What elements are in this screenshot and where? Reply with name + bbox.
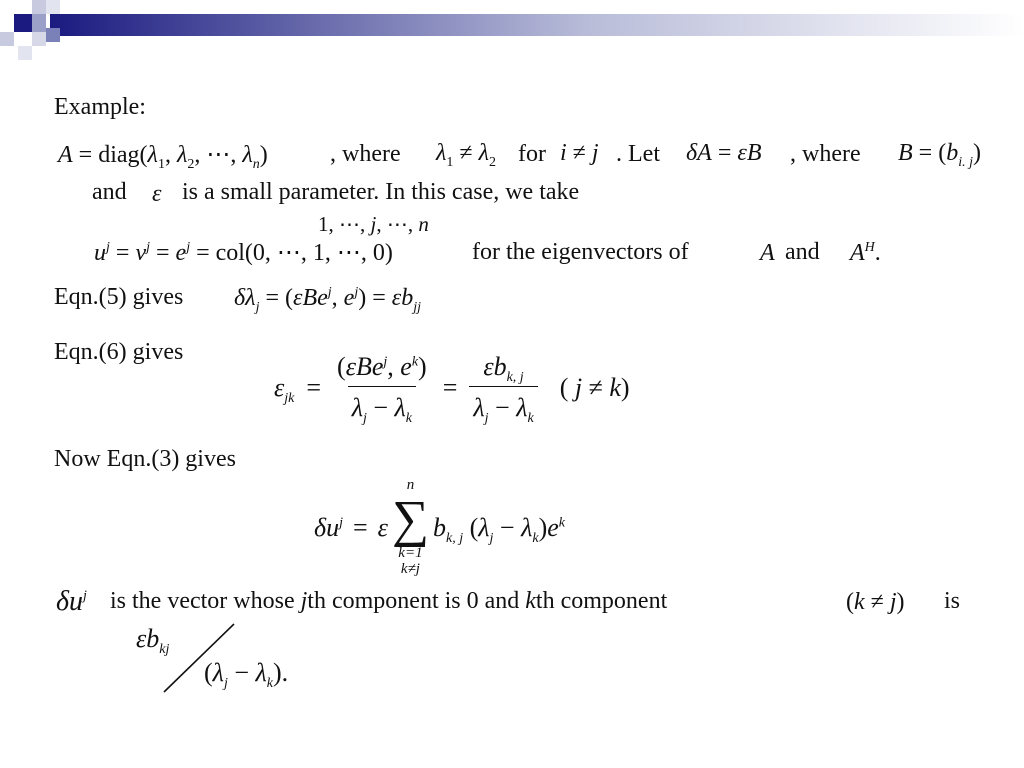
text-let: . Let — [616, 141, 660, 167]
text-where-2: , where — [790, 141, 861, 167]
text-last-line: is the vector whose jth component is 0 and kth component — [110, 588, 668, 614]
eq-i-neq-j: i ≠ j — [560, 140, 599, 166]
text-and-2: and — [785, 239, 820, 265]
eq-delta-u: $\delta u^j$ = ε n ∑ k=1 k≠j $b_{k, j}$ $(\lambda_j - \lambda_k)e^k$ — [314, 477, 566, 577]
text-eigenvectors-of: for the eigenvectors of — [472, 239, 689, 265]
eqn6-label: Eqn.(6) gives — [54, 339, 184, 365]
eq-slash-denominator: $(\lambda_j - \lambda_k)$. — [204, 658, 289, 692]
eq-slash-numerator: $\varepsilon b_{kj}$ — [136, 624, 170, 658]
header-decoration — [0, 0, 1024, 62]
eq-k-neq-j: (k ≠ j) — [846, 589, 905, 615]
eq-delta-u-symbol: $\delta u^j$ — [56, 586, 87, 617]
eq-a-symbol: A — [760, 240, 775, 266]
eq-epsilon: ε — [152, 181, 162, 207]
eq-a-hermitian: $A^H$. — [850, 240, 881, 266]
example-heading: Example: — [54, 94, 146, 120]
eq-delta-a: δA = εB — [686, 140, 762, 166]
text-small-parameter: is a small parameter. In this case, we take — [182, 179, 580, 205]
eq-index-labels: 1, ⋯, j, ⋯, n — [318, 212, 429, 236]
eq-a-diag: $A = diag(\lambda_1$, $\lambda_2$, ⋯, $\lambda_n$) — [58, 142, 268, 172]
eq-b-def: $B = (b_{i. j})$ — [898, 140, 981, 170]
eq-lambda-neq: $\lambda_1 \ne \lambda_2$ — [436, 140, 496, 170]
eqn3-label: Now Eqn.(3) gives — [54, 446, 236, 472]
text-where-1: , where — [330, 141, 401, 167]
eqn5-label: Eqn.(5) gives — [54, 284, 184, 310]
eq-epsilon-jk: $\varepsilon_{jk}$ = $\frac{(\varepsilon Be^j, e^k)}{\lambda_j - \lambda_k}$ = $\frac{\varepsilon b_{k, j}}{\lambda_j - \lambda_k}$ ( j ≠ k) — [274, 352, 630, 427]
eq-eigenvectors: $u^j = v^j = e^j = col(0$, ⋯, 1, ⋯, 0) — [94, 240, 393, 266]
text-for: for — [518, 141, 546, 167]
eq-delta-lambda: $\delta\lambda_j = (\varepsilon Be^j$, $e^j) = \varepsilon b_{jj}$ — [234, 285, 421, 315]
text-is: is — [944, 588, 961, 614]
text-and-1: and — [92, 179, 127, 205]
